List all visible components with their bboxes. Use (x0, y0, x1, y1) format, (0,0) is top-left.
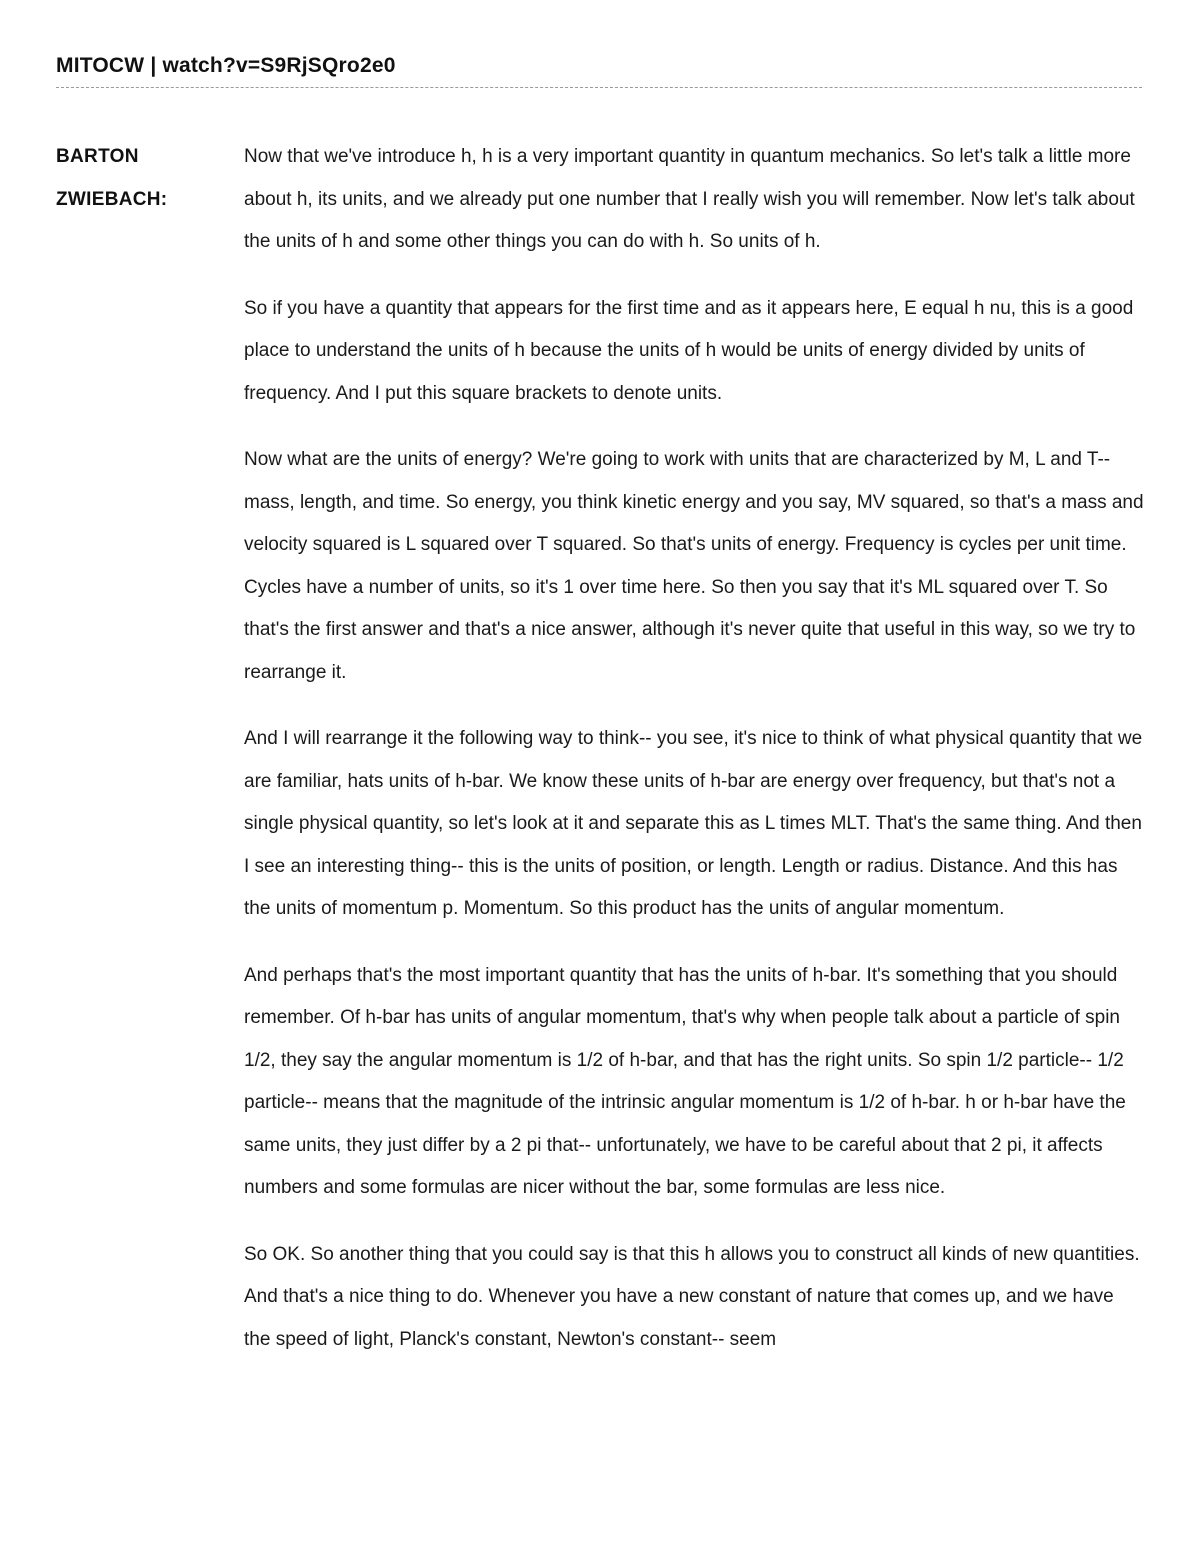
transcript-paragraph-3: Now what are the units of energy? We're going to work with units that are characterized by M, L and T-- mass, length, and time. So energy, you think kinetic energy and you say, MV squared, so that's a mass and velocity squared is L squared over T squared. So that's units of energy. Frequency is cycles per unit time. Cycles have a number of units, so it's 1 over time here. So then you say that it's ML squared over T. So that's the first answer and that's a nice answer, although it's never quite that useful in this way, so we try to rearrange it. (244, 449, 1144, 683)
speaker-block (56, 136, 1146, 1385)
header-divider (56, 87, 1142, 88)
speaker-name: BARTON ZWIEBACH: (56, 146, 168, 210)
transcript-paragraph-1: Now that we've introduce h, h is a very important quantity in quantum mechanics. So let's talk a little more about h, its units, and we already put one number that I really wish you will remember. Now let's talk about the units of h and some other things you can do with h. So units of h. (244, 146, 1135, 252)
document-title: MITOCW | watch?v=S9RjSQro2e0 (56, 54, 396, 77)
page-header (56, 52, 1142, 88)
transcript-paragraph-2: So if you have a quantity that appears for the first time and as it appears here, E equal h nu, this is a good place to understand the units of h because the units of h would be units of energy divided by units of frequency. And I put this square brackets to denote units. (244, 297, 1134, 404)
transcript-paragraph-5: And perhaps that's the most important quantity that has the units of h-bar. It's something that you should remember. Of h-bar has units of angular momentum, that's why when people talk about a particle of spin 1/2, they say the angular momentum is 1/2 of h-bar, and that has the right units. So spin 1/2 particle-- 1/2 particle-- means that the magnitude of the intrinsic angular momentum is 1/2 of h-bar. h or h-bar have the same units, they just differ by a 2 pi that-- unfortunately, we have to be careful about that 2 pi, it affects numbers and some formulas are nicer without the bar, some formulas are less nice. (244, 964, 1126, 1198)
transcript-paragraph-6: So OK. So another thing that you could say is that this h allows you to construct all kinds of new quantities. And that's a nice thing to do. Whenever you have a new constant of nature that comes up, and we have the speed of light, Planck's constant, Newton's constant-- seem (244, 1243, 1140, 1350)
transcript (56, 136, 1146, 1385)
transcript-paragraph-4: And I will rearrange it the following way to think-- you see, it's nice to think of what physical quantity that we are familiar, hats units of h-bar. We know these units of h-bar are energy over frequency, but that's not a single physical quantity, so let's look at it and separate this as L times MLT. That's the same thing. And then I see an interesting thing-- this is the units of position, or length. Length or radius. Distance. And this has the units of momentum p. Momentum. So this product has the units of angular momentum. (244, 728, 1143, 919)
speech-text (244, 136, 1144, 1385)
